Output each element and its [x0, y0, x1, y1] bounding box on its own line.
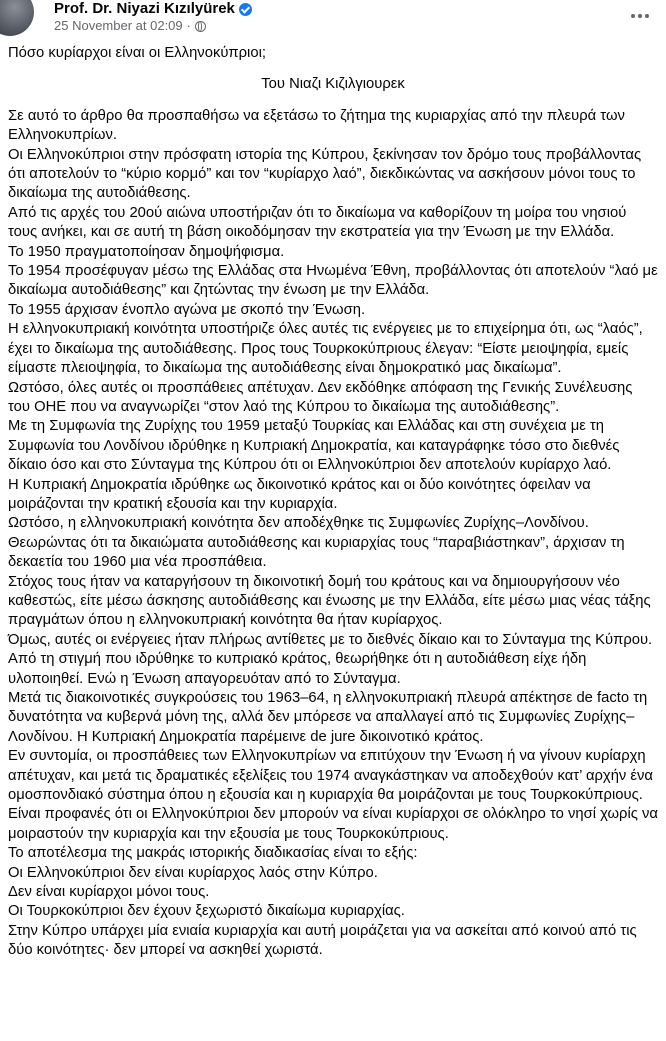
avatar[interactable] — [0, 0, 34, 36]
more-dot-icon — [645, 14, 649, 18]
author-row — [54, 0, 252, 18]
post-paragraph: Η Κυπριακή Δημοκρατία ιδρύθηκε ως δικοινοτικό κράτος και οι δύο κοινότητες όφειλαν να μοιράζονται την κρατική εξουσία και την κυριαρχία. — [8, 476, 591, 512]
post-paragraph: Ωστόσο, η ελληνοκυπριακή κοινότητα δεν αποδέχθηκε τις Συμφωνίες Ζυρίχης–Λονδίνου. Θεωρώντας ότι τα δικαιώματα αυτοδιάθεσης και κυριαρχίας τους “παραβιάστηκαν”, άρχισαν τη δεκαετία του 1960 μια νέα προσπάθεια. — [8, 515, 625, 571]
post-title: Πόσο κυρίαρχοι είναι οι Ελληνοκύπριοι; — [8, 45, 266, 61]
post-paragraph: Το αποτέλεσμα της μακράς ιστορικής διαδικασίας είναι το εξής: — [8, 845, 418, 862]
post-meta — [54, 18, 206, 34]
post-paragraph: Σε αυτό το άρθρο θα προσπαθήσω να εξετάσω το ζήτημα της κυριαρχίας από την πλευρά των Ελληνοκυπρίων. — [8, 107, 625, 144]
post-body — [0, 44, 666, 961]
more-dot-icon — [638, 14, 642, 18]
post-paragraphs — [8, 107, 658, 961]
post-paragraph: Με τη Συμφωνία της Ζυρίχης του 1959 μεταξύ Τουρκίας και Ελλάδας και στη συνέχεια με τη Συμφωνία του Λονδίνου ιδρύθηκε η Κυπριακή Δημοκρατία, και καταγράφηκε τόσο στο διεθνές δίκαιο όσο και στο Σύνταγμα της Κύπρου ότι οι Ελληνοκύπριοι δεν αποτελούν κυρίαρχο λαό. — [8, 418, 620, 474]
post-paragraph: Από τις αρχές του 20ού αιώνα υποστήριζαν ότι το δικαίωμα να καθορίζουν τη μοίρα του νησιού τους ανήκει, και σε αυτή τη βάση οικοδόμησαν την εκστρατεία για την Ένωση με την Ελλάδα. — [8, 204, 627, 241]
post-paragraph: Εν συντομία, οι προσπάθειες των Ελληνοκυπρίων να επιτύχουν την Ένωση ή να γίνουν κυρίαρχη απέτυχαν, και μετά τις δραματικές εξελίξεις του 1974 αναγκάστηκαν να αποδεχθούν κατ’ αρχήν ένα ομοσπονδιακό σύστημα όπου η εξουσία και η κυριαρχία θα μοιράζονται με τους Τουρκοκύπριους. — [8, 748, 653, 804]
author-name[interactable]: Prof. Dr. Niyazi Kızılyürek — [54, 0, 235, 17]
post-paragraph: Το 1954 προσέφυγαν μέσω της Ελλάδας στα Ηνωμένα Έθνη, προβάλλοντας ότι αποτελούν “λαό με δικαίωμα αυτοδιάθεσης” και ζητώντας την ένωση με την Ελλάδα. — [8, 263, 658, 299]
post-paragraph: Οι Τουρκοκύπριοι δεν έχουν ξεχωριστό δικαίωμα κυριαρχίας. — [8, 903, 405, 920]
post-paragraph: Το 1950 πραγματοποίησαν δημοψήφισμα. — [8, 243, 285, 260]
post-timestamp[interactable]: 25 November at 02:09 — [54, 18, 183, 33]
post-paragraph: Ωστόσο, όλες αυτές οι προσπάθειες απέτυχαν. Δεν εκδόθηκε απόφαση της Γενικής Συνέλευσης του ΟΗΕ που να αναγνωρίζει “στον λαό της Κύπρου το δικαίωμα της αυτοδιάθεσης”. — [8, 379, 633, 415]
post-paragraph: Το 1955 άρχισαν ένοπλο αγώνα με σκοπό την Ένωση. — [8, 301, 366, 318]
meta-separator: · — [186, 18, 191, 33]
more-dot-icon — [631, 14, 635, 18]
post-header — [0, 0, 666, 44]
more-options-button[interactable] — [622, 2, 658, 30]
post-paragraph: Οι Ελληνοκύπριοι στην πρόσφατη ιστορία της Κύπρου, ξεκίνησαν τον δρόμο τους προβάλλοντας ότι αποτελούν το “κύριο κορμό” και τον “κυρίαρχο λαό”, διεκδικώντας να ασκήσουν μόνοι τους το δικαίωμα της αυτοδιάθεσης. — [8, 146, 642, 202]
post-paragraph: Στόχος τους ήταν να καταργήσουν τη δικοινοτική δομή του κράτους και να δημιουργήσουν νέο καθεστώς, είτε μέσω άσκησης αυτοδιάθεσης και ένωσης με την Ελλάδα, είτε μέσω μιας νέας τάξης πραγμάτων όπου η ελληνοκυπριακή κοινότητα θα ήταν κυρίαρχος. — [8, 573, 651, 629]
post-paragraph: Είναι προφανές ότι οι Ελληνοκύπριοι δεν μπορούν να είναι κυρίαρχοι σε ολόκληρο το νησί χωρίς να μοιραστούν την κυριαρχία και την εξουσία με τους Τουρκοκύπριους. — [8, 806, 658, 842]
post-paragraph: Στην Κύπρο υπάρχει μία ενιαία κυριαρχία και αυτή μοιράζεται για να ασκείται από κοινού από τις δύο κοινότητες· δεν μπορεί να ασκηθεί χωριστά. — [8, 922, 637, 959]
post-paragraph: Οι Ελληνοκύπριοι δεν είναι κυρίαρχος λαός στην Κύπρο. — [8, 864, 378, 881]
post-paragraph: Όμως, αυτές οι ενέργειες ήταν πλήρως αντίθετες με το διεθνές δίκαιο και το Σύνταγμα της Κύπρου. Από τη στιγμή που ιδρύθηκε το κυπριακό κράτος, θεωρήθηκε ότι η αυτοδιάθεση είχε ήδη υλοποιηθεί. Ενώ η Ένωση απαγορευόταν από το Σύνταγμα. — [8, 631, 653, 687]
post-byline: Του Νιαζι Κιζιλγιουρεκ — [261, 76, 405, 93]
post-paragraph: Μετά τις διακοινοτικές συγκρούσεις του 1963–64, η ελληνοκυπριακή πλευρά απέκτησε de facto τη δυνατότητα να κυβερνά μόνη της, αλλά δεν μπόρεσε να απαλλαγεί από τις Συμφωνίες Ζυρίχης–Λονδίνου. Η Κυπριακή Δημοκρατία παρέμεινε de jure δικοινοτικό κράτος. — [8, 690, 648, 745]
post-paragraph: Η ελληνοκυπριακή κοινότητα υποστήριζε όλες αυτές τις ενέργειες με το επιχείρημα ότι, ως “λαός”, έχει το δικαίωμα της αυτοδιάθεσης. Προς τους Τουρκοκύπριους έλεγαν: “Είστε μειοψηφία, εμείς είμαστε πλειοψηφία, το δικαίωμα της αυτοδιάθεσης είναι δημοκρατικό μας δικαίωμα”. — [8, 321, 643, 377]
globe-icon[interactable] — [195, 21, 206, 32]
post-paragraph: Δεν είναι κυρίαρχοι μόνοι τους. — [8, 884, 210, 901]
verified-badge-icon — [239, 3, 252, 16]
